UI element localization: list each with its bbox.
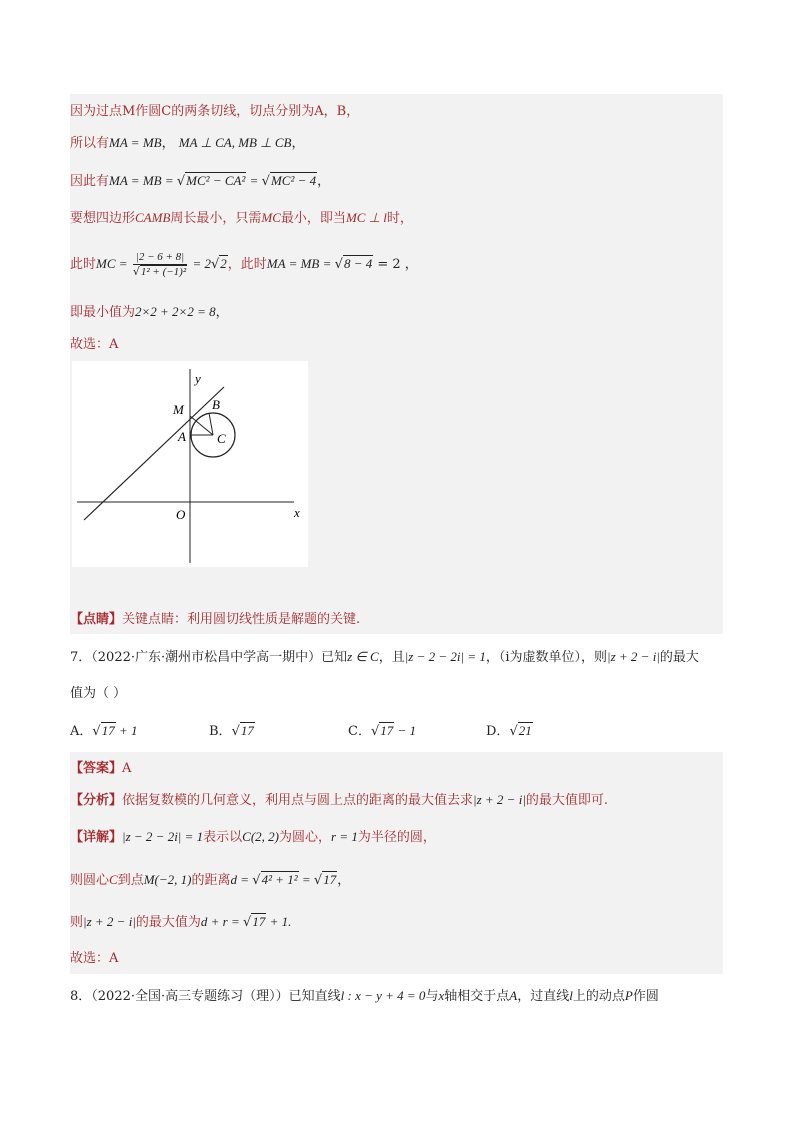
- option-d[interactable]: D．√21: [486, 723, 532, 739]
- solution-line-1: 因为过点M作圆C的两条切线，切点分别为A，B，: [70, 104, 360, 119]
- option-b[interactable]: B．√17: [209, 723, 254, 739]
- detail-line-2: 则圆心C到点M(−2, 1)的距离d = √4² + 1² = √17，: [70, 872, 351, 888]
- solution-line-3: 因此有MA = MB = √MC² − CA² = √MC² − 4，: [70, 173, 331, 189]
- question-7-line-2: 值为（ ）: [70, 686, 127, 701]
- analysis-line: 【分析】依据复数模的几何意义，利用点与圆上点的距离的最大值去求|z + 2 − i|的最大值即可.: [70, 792, 609, 808]
- question-7-line-1: 7．（2022·广东·潮州市松昌中学高一期中）已知z ∈ C，且|z − 2 − 2i| = 1，（i为虚数单位），则|z + 2 − i|的最大: [70, 649, 699, 665]
- option-a[interactable]: A．√17 + 1: [70, 723, 138, 739]
- solution-choice: 故选：A: [70, 337, 119, 352]
- label-x: x: [294, 505, 300, 520]
- detail-line-1: 【详解】|z − 2 − 2i| = 1表示以C(2, 2)为圆心，r = 1为半径的圆，: [70, 829, 436, 845]
- solution-line-5: 此时MC = $\frac{|2 - 6 + 8|}{\text{√1² + (−1)²}}$ = 2√2，此时MA = MB = √8 − 4 = 2 ，: [70, 251, 418, 278]
- question-8-line-1: 8．（2022·全国·高三专题练习（理））已知直线l : x − y + 4 = 0与x轴相交于点A，过直线l上的动点P作圆: [70, 988, 659, 1004]
- label-c: C: [217, 431, 226, 446]
- line-l: [84, 387, 224, 520]
- label-m: M: [173, 402, 184, 417]
- label-b: B: [212, 397, 220, 412]
- label-y: y: [195, 371, 201, 386]
- geometry-figure: [72, 361, 308, 567]
- detail-choice: 故选：A: [70, 951, 119, 966]
- option-c[interactable]: C．√17 − 1: [348, 723, 417, 739]
- answer-line: 【答案】A: [70, 761, 132, 776]
- tip-line: 【点睛】关键点睛：利用圆切线性质是解题的关键.: [70, 612, 361, 627]
- label-o: O: [176, 507, 186, 522]
- solution-line-2: 所以有MA = MB， MA ⊥ CA, MB ⊥ CB，: [70, 135, 305, 151]
- fraction: $\frac{|2 - 6 + 8|}{\text{√1² + (−1)²}}$: [132, 251, 187, 278]
- label-a: A: [178, 429, 186, 444]
- figure-svg: [72, 361, 308, 567]
- solution-line-6: 即最小值为2×2 + 2×2 = 8，: [70, 304, 229, 320]
- answer-block: [70, 752, 723, 974]
- detail-line-3: 则|z + 2 − i|的最大值为d + r = √17 + 1.: [70, 914, 292, 930]
- solution-line-4: 要想四边形CAMB周长最小，只需MC最小，即当MC ⊥ l时，: [70, 210, 413, 226]
